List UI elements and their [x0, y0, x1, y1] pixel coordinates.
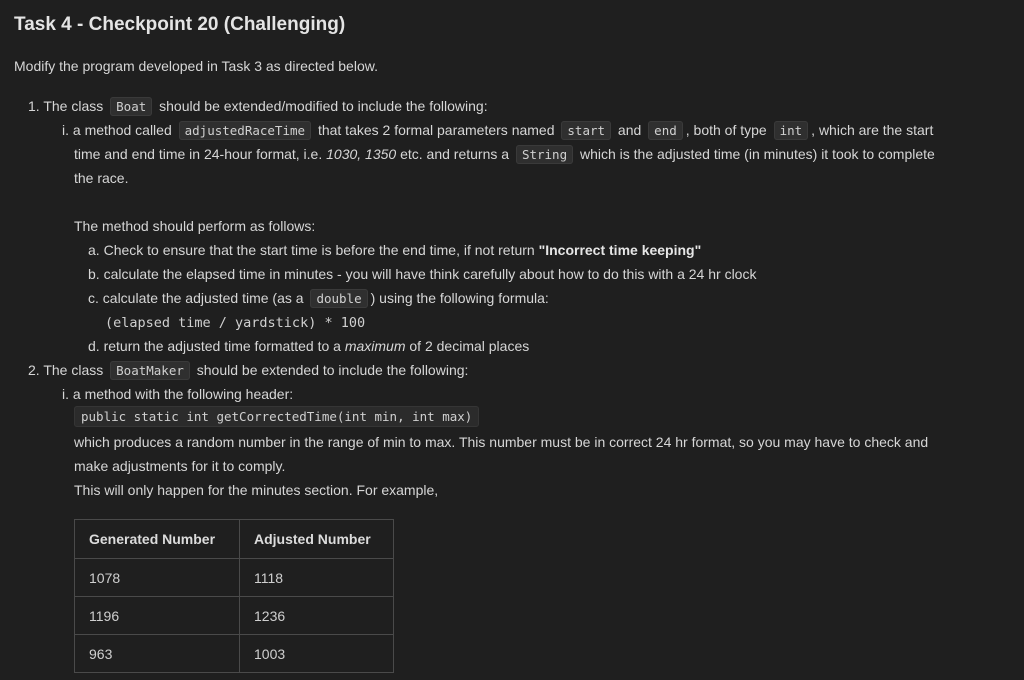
step-d [88, 338, 529, 354]
generated-cell: 963 [75, 635, 240, 673]
param-end-code: end [648, 121, 683, 140]
item-1-number: 1. [28, 98, 40, 114]
header-adjusted-number: Adjusted Number [240, 520, 394, 559]
method-header-code: public static int getCorrectedTime(int min, int max) [74, 406, 479, 427]
adjusted-cell: 1003 [240, 635, 394, 673]
item-2-desc-1: which produces a random number in the range of min to max. This number must be in correct 24 hr format, so you may have to check and [74, 434, 929, 450]
table-row [75, 635, 394, 673]
item-1-pre: The class [43, 98, 104, 114]
item-2-desc-3: This will only happen for the minutes section. For example, [74, 482, 439, 498]
item-1-i-text-b: that takes 2 formal parameters named [317, 122, 555, 138]
item-1-i-and: and [617, 122, 642, 138]
param-start-code: start [561, 121, 611, 140]
type-double-code: double [310, 289, 367, 308]
item-1-i-line-3: the race. [74, 170, 129, 186]
step-b-text: calculate the elapsed time in minutes - you will have think carefully about how to do this with a 24 hr clock [103, 266, 757, 282]
item-2-i-number: i. [62, 386, 69, 402]
item-1-i-text-d: , which are the start [811, 122, 934, 138]
header-generated-number: Generated Number [75, 520, 240, 559]
class-boatmaker-code: BoatMaker [110, 361, 190, 380]
step-d-text-b: of 2 decimal places [409, 338, 530, 354]
item-2-i-line [62, 386, 293, 402]
item-1-i-text-c: , both of type [685, 122, 767, 138]
item-1-i-line-1 [62, 122, 933, 138]
method-header-block [74, 408, 479, 424]
step-a-number: a. [88, 242, 100, 258]
formula-code: (elapsed time / yardstick) * 100 [105, 315, 366, 331]
item-2-i-text: a method with the following header: [72, 386, 294, 402]
step-c-number: c. [88, 290, 99, 306]
step-b-number: b. [88, 266, 100, 282]
item-1-line [28, 98, 488, 114]
step-a [88, 242, 701, 258]
item-1-post: should be extended/modified to include the following: [159, 98, 488, 114]
page-title: Task 4 - Checkpoint 20 (Challenging) [14, 14, 346, 35]
adjusted-cell: 1236 [240, 597, 394, 635]
item-2-line [28, 362, 468, 378]
table-row [75, 597, 394, 635]
step-c-text-a: calculate the adjusted time (as a [102, 290, 304, 306]
step-d-number: d. [88, 338, 100, 354]
step-c-text-b: ) using the following formula: [370, 290, 549, 306]
generated-cell: 1078 [75, 559, 240, 597]
intro-text: Modify the program developed in Task 3 as directed below. [14, 58, 378, 74]
step-a-bold: "Incorrect time keeping" [538, 242, 702, 258]
item-1-i-line2c: which is the adjusted time (in minutes) it took to complete [579, 146, 935, 162]
type-string-code: String [516, 145, 573, 164]
item-2-pre: The class [43, 362, 104, 378]
time-examples: 1030, 1350 [326, 146, 397, 162]
table-row [75, 559, 394, 597]
item-1-i-line2a: time and end time in 24-hour format, i.e. [74, 146, 323, 162]
item-2-desc-2: make adjustments for it to comply. [74, 458, 286, 474]
table-header-row [75, 520, 394, 559]
item-1-i-line2b: etc. and returns a [400, 146, 510, 162]
step-d-italic: maximum [344, 338, 406, 354]
method-name-code: adjustedRaceTime [179, 121, 311, 140]
item-1-i-number: i. [62, 122, 69, 138]
step-c [88, 290, 549, 306]
item-2-number: 2. [28, 362, 40, 378]
generated-cell: 1196 [75, 597, 240, 635]
example-table [74, 519, 394, 673]
method-intro: The method should perform as follows: [74, 218, 316, 234]
adjusted-cell: 1118 [240, 559, 394, 597]
item-2-post: should be extended to include the following: [196, 362, 469, 378]
item-1-i-line-2 [74, 146, 935, 162]
item-1-i-text-a: a method called [72, 122, 172, 138]
type-int-code: int [774, 121, 809, 140]
step-b [88, 266, 756, 282]
step-a-text: Check to ensure that the start time is before the end time, if not return [103, 242, 535, 258]
class-boat-code: Boat [110, 97, 152, 116]
step-d-text-a: return the adjusted time formatted to a [103, 338, 341, 354]
